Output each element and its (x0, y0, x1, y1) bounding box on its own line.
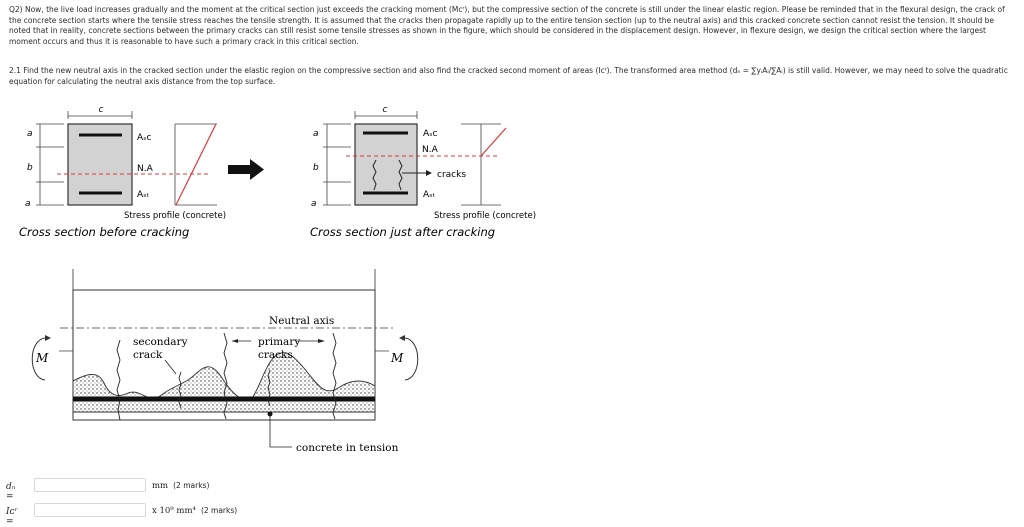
caption-before: Cross section before cracking (19, 225, 190, 239)
moment-right-label: M (391, 351, 404, 365)
dn-label: dₙ = (6, 482, 16, 502)
stress-label: Stress profile (concrete) (434, 211, 537, 221)
caption-after: Cross section just after cracking (310, 225, 496, 239)
primary-label: primary (258, 336, 301, 348)
dn-unit: mm (2 marks) (152, 481, 210, 491)
ast-label: Aₛₜ (137, 190, 150, 200)
cracks-label: cracks (437, 170, 467, 180)
moment-arrow-right (405, 338, 418, 380)
icr-unit: x 10⁹ mm⁴ (2 marks) (152, 506, 238, 516)
arrow-icon (228, 159, 264, 180)
stress-profile-line (176, 124, 216, 205)
question-paragraph-1: Q2) Now, the live load increases gradually and the moment at the critical section just exceeds the cracking moment (Mᴄʳ), but the compressive section of the concrete is still under the linear elastic region. Please be reminded that in the flexural design, the crack of the concrete section starts where the tensile stress reaches the tensile strength. It is assumed that the cracks then propagate rapidly up to the entire tension section (up to the neutral axis) and this cracked concrete section cannot resist the tension. It should be noted that in reality, concrete sections between the primary cracks can still resist some tensile stresses as shown in the figure, which should be considered in the displacement design. However, in flexure design, we design the critical section where the largest moment occurs and thus it is reasonable to have such a primary crack in this critical section. (9, 5, 1005, 46)
neutral-axis-label: Neutral axis (269, 315, 335, 327)
dn-input[interactable] (34, 478, 146, 492)
asc-label: Aₛᴄ (137, 133, 152, 143)
dim-c-label: c (382, 105, 388, 115)
stress-profile-line (481, 128, 506, 156)
dim-b-label: b (313, 163, 319, 173)
icr-label: Iᴄʳ = (6, 507, 18, 527)
section-before-cracking (19, 105, 226, 239)
primary-label-2: cracks (258, 349, 293, 361)
icr-input[interactable] (34, 503, 146, 517)
secondary-label: secondary (133, 336, 188, 348)
asc-label: Aₛᴄ (423, 129, 438, 139)
ast-label: Aₛₜ (423, 190, 436, 200)
na-label: N.A (422, 145, 438, 155)
cracked-beam-figure (32, 269, 418, 454)
dim-c-label: c (98, 105, 104, 115)
moment-left-label: M (36, 351, 49, 365)
secondary-label-2: crack (133, 349, 163, 361)
question-paragraph-2: 2.1 Find the new neutral axis in the cracked section under the elastic region on the compressive section and also find the cracked second moment of areas (Iᴄʳ). The transformed area method (dₙ = ∑yᵢAᵢ/∑Aᵢ) is still valid. However, we may need to solve the quadratic equation for calculating the neutral axis distance from the top surface. (9, 66, 1008, 86)
na-label: N.A (137, 164, 153, 174)
stress-label: Stress profile (concrete) (124, 211, 227, 221)
tension-label: concrete in tension (296, 442, 399, 454)
dim-a-bottom-label: a (311, 199, 317, 209)
dim-a-top-label: a (27, 129, 33, 139)
dim-b-label: b (27, 163, 33, 173)
dim-a-top-label: a (313, 129, 319, 139)
dim-a-bottom-label: a (25, 199, 31, 209)
section-after-cracking (310, 105, 536, 239)
